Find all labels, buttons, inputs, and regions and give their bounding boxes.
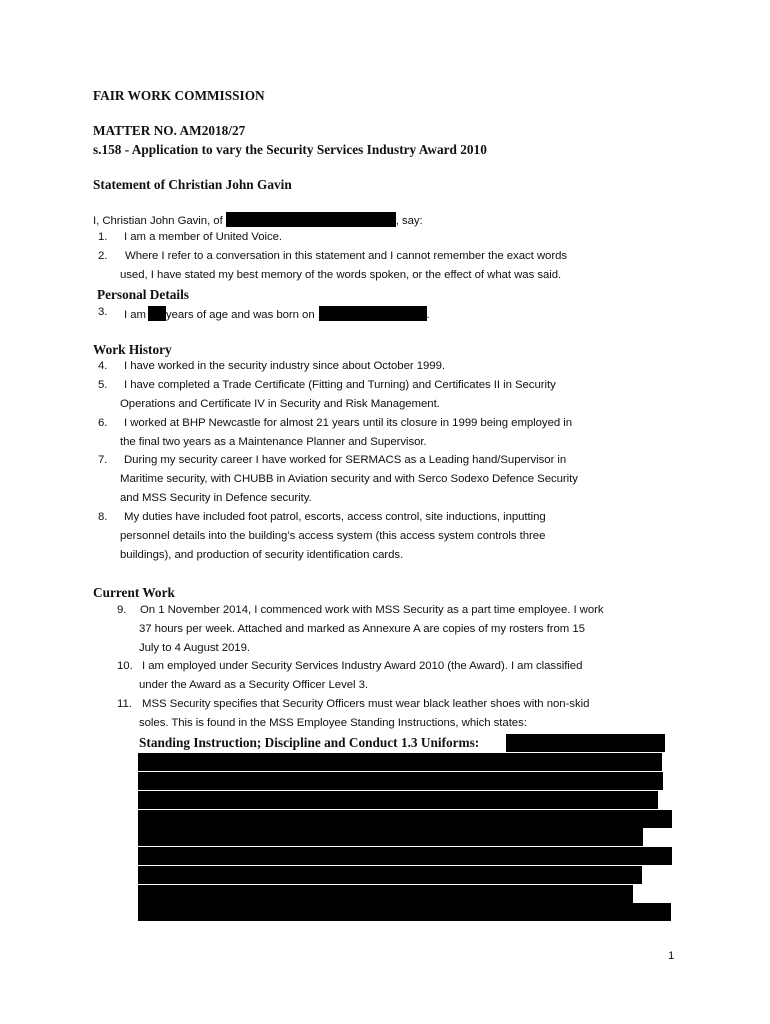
item-text: Where I refer to a conversation in this statement and I cannot remember the exact words — [125, 250, 567, 262]
item-number: 10. — [117, 660, 133, 672]
redacted-block — [138, 828, 643, 846]
item-text: MSS Security specifies that Security Officers must wear black leather shoes with non-skid — [142, 698, 590, 710]
item-number: 6. — [98, 417, 108, 429]
redacted-block — [138, 866, 642, 884]
item-number: 11. — [117, 698, 132, 710]
item-number: 3. — [98, 306, 108, 318]
standing-instruction-heading: Standing Instruction; Discipline and Conduct 1.3 Uniforms: — [139, 735, 480, 750]
item-text: soles. This is found in the MSS Employee Standing Instructions, which states: — [139, 717, 527, 729]
item-text: Maritime security, with CHUBB in Aviation security and with Serco Sodexo Defence Security — [120, 473, 578, 485]
item-number: 5. — [98, 379, 108, 391]
item-text: My duties have included foot patrol, escorts, access control, site inductions, inputting — [124, 511, 546, 523]
item-text: I am employed under Security Services Industry Award 2010 (the Award). I am classified — [142, 660, 583, 672]
redacted-block — [138, 885, 633, 903]
item-number: 8. — [98, 511, 108, 523]
statement-title: Statement of Christian John Gavin — [93, 177, 292, 192]
item-text: I worked at BHP Newcastle for almost 21 years until its closure in 1999 being employed in — [124, 417, 573, 429]
intro-prefix: I, Christian John Gavin, of — [93, 215, 223, 227]
commission-heading: FAIR WORK COMMISSION — [93, 88, 265, 103]
item-text: I have completed a Trade Certificate (Fitting and Turning) and Certificates II in Security — [124, 379, 556, 391]
personal-details-heading: Personal Details — [97, 287, 189, 302]
age-suffix: years of age and was born on — [165, 309, 315, 321]
item-text: I am a member of United Voice. — [124, 231, 283, 243]
redacted-block — [138, 772, 663, 790]
redacted-block — [138, 903, 671, 921]
item-number: 4. — [98, 360, 108, 372]
item-text: 37 hours per week. Attached and marked as Annexure A are copies of my rosters from 15 — [139, 623, 585, 635]
item-text: and MSS Security in Defence security. — [120, 492, 312, 504]
work-history-heading: Work History — [93, 342, 172, 357]
redacted-block — [138, 847, 672, 865]
item-text: personnel details into the building’s access system (this access system controls three — [120, 530, 546, 542]
redacted-block — [138, 791, 658, 809]
item-text: buildings), and production of security identification cards. — [120, 549, 404, 561]
application-title: s.158 - Application to vary the Security Services Industry Award 2010 — [93, 142, 487, 157]
intro-line — [93, 212, 423, 227]
item-number: 1. — [98, 231, 108, 243]
redacted-address — [226, 212, 396, 227]
redacted-block — [138, 753, 662, 771]
item-text: Operations and Certificate IV in Security and Risk Management. — [120, 398, 440, 410]
current-work-heading: Current Work — [93, 585, 175, 600]
item-text: July to 4 August 2019. — [139, 642, 250, 654]
redacted-age — [148, 306, 166, 321]
redacted-block — [506, 734, 665, 752]
redacted-block — [138, 810, 672, 828]
item-text: the final two years as a Maintenance Planner and Supervisor. — [120, 436, 427, 448]
item-text: used, I have stated my best memory of the words spoken, or the effect of what was said. — [120, 269, 562, 281]
intro-suffix: , say: — [395, 215, 423, 227]
item-number: 2. — [98, 250, 108, 262]
redacted-birthdate — [319, 306, 427, 321]
birth-suffix: . — [426, 309, 430, 321]
item-text: During my security career I have worked for SERMACS as a Leading hand/Supervisor in — [124, 454, 567, 466]
personal-details-line — [124, 306, 430, 321]
item-text: I have worked in the security industry since about October 1999. — [124, 360, 445, 372]
page-number: 1 — [668, 950, 675, 962]
item-text: On 1 November 2014, I commenced work with MSS Security as a part time employee. I work — [140, 604, 604, 616]
item-number: 9. — [117, 604, 127, 616]
item-number: 7. — [98, 454, 108, 466]
age-prefix: I am — [124, 309, 146, 321]
matter-number: MATTER NO. AM2018/27 — [93, 123, 246, 138]
item-text: under the Award as a Security Officer Level 3. — [139, 679, 369, 691]
